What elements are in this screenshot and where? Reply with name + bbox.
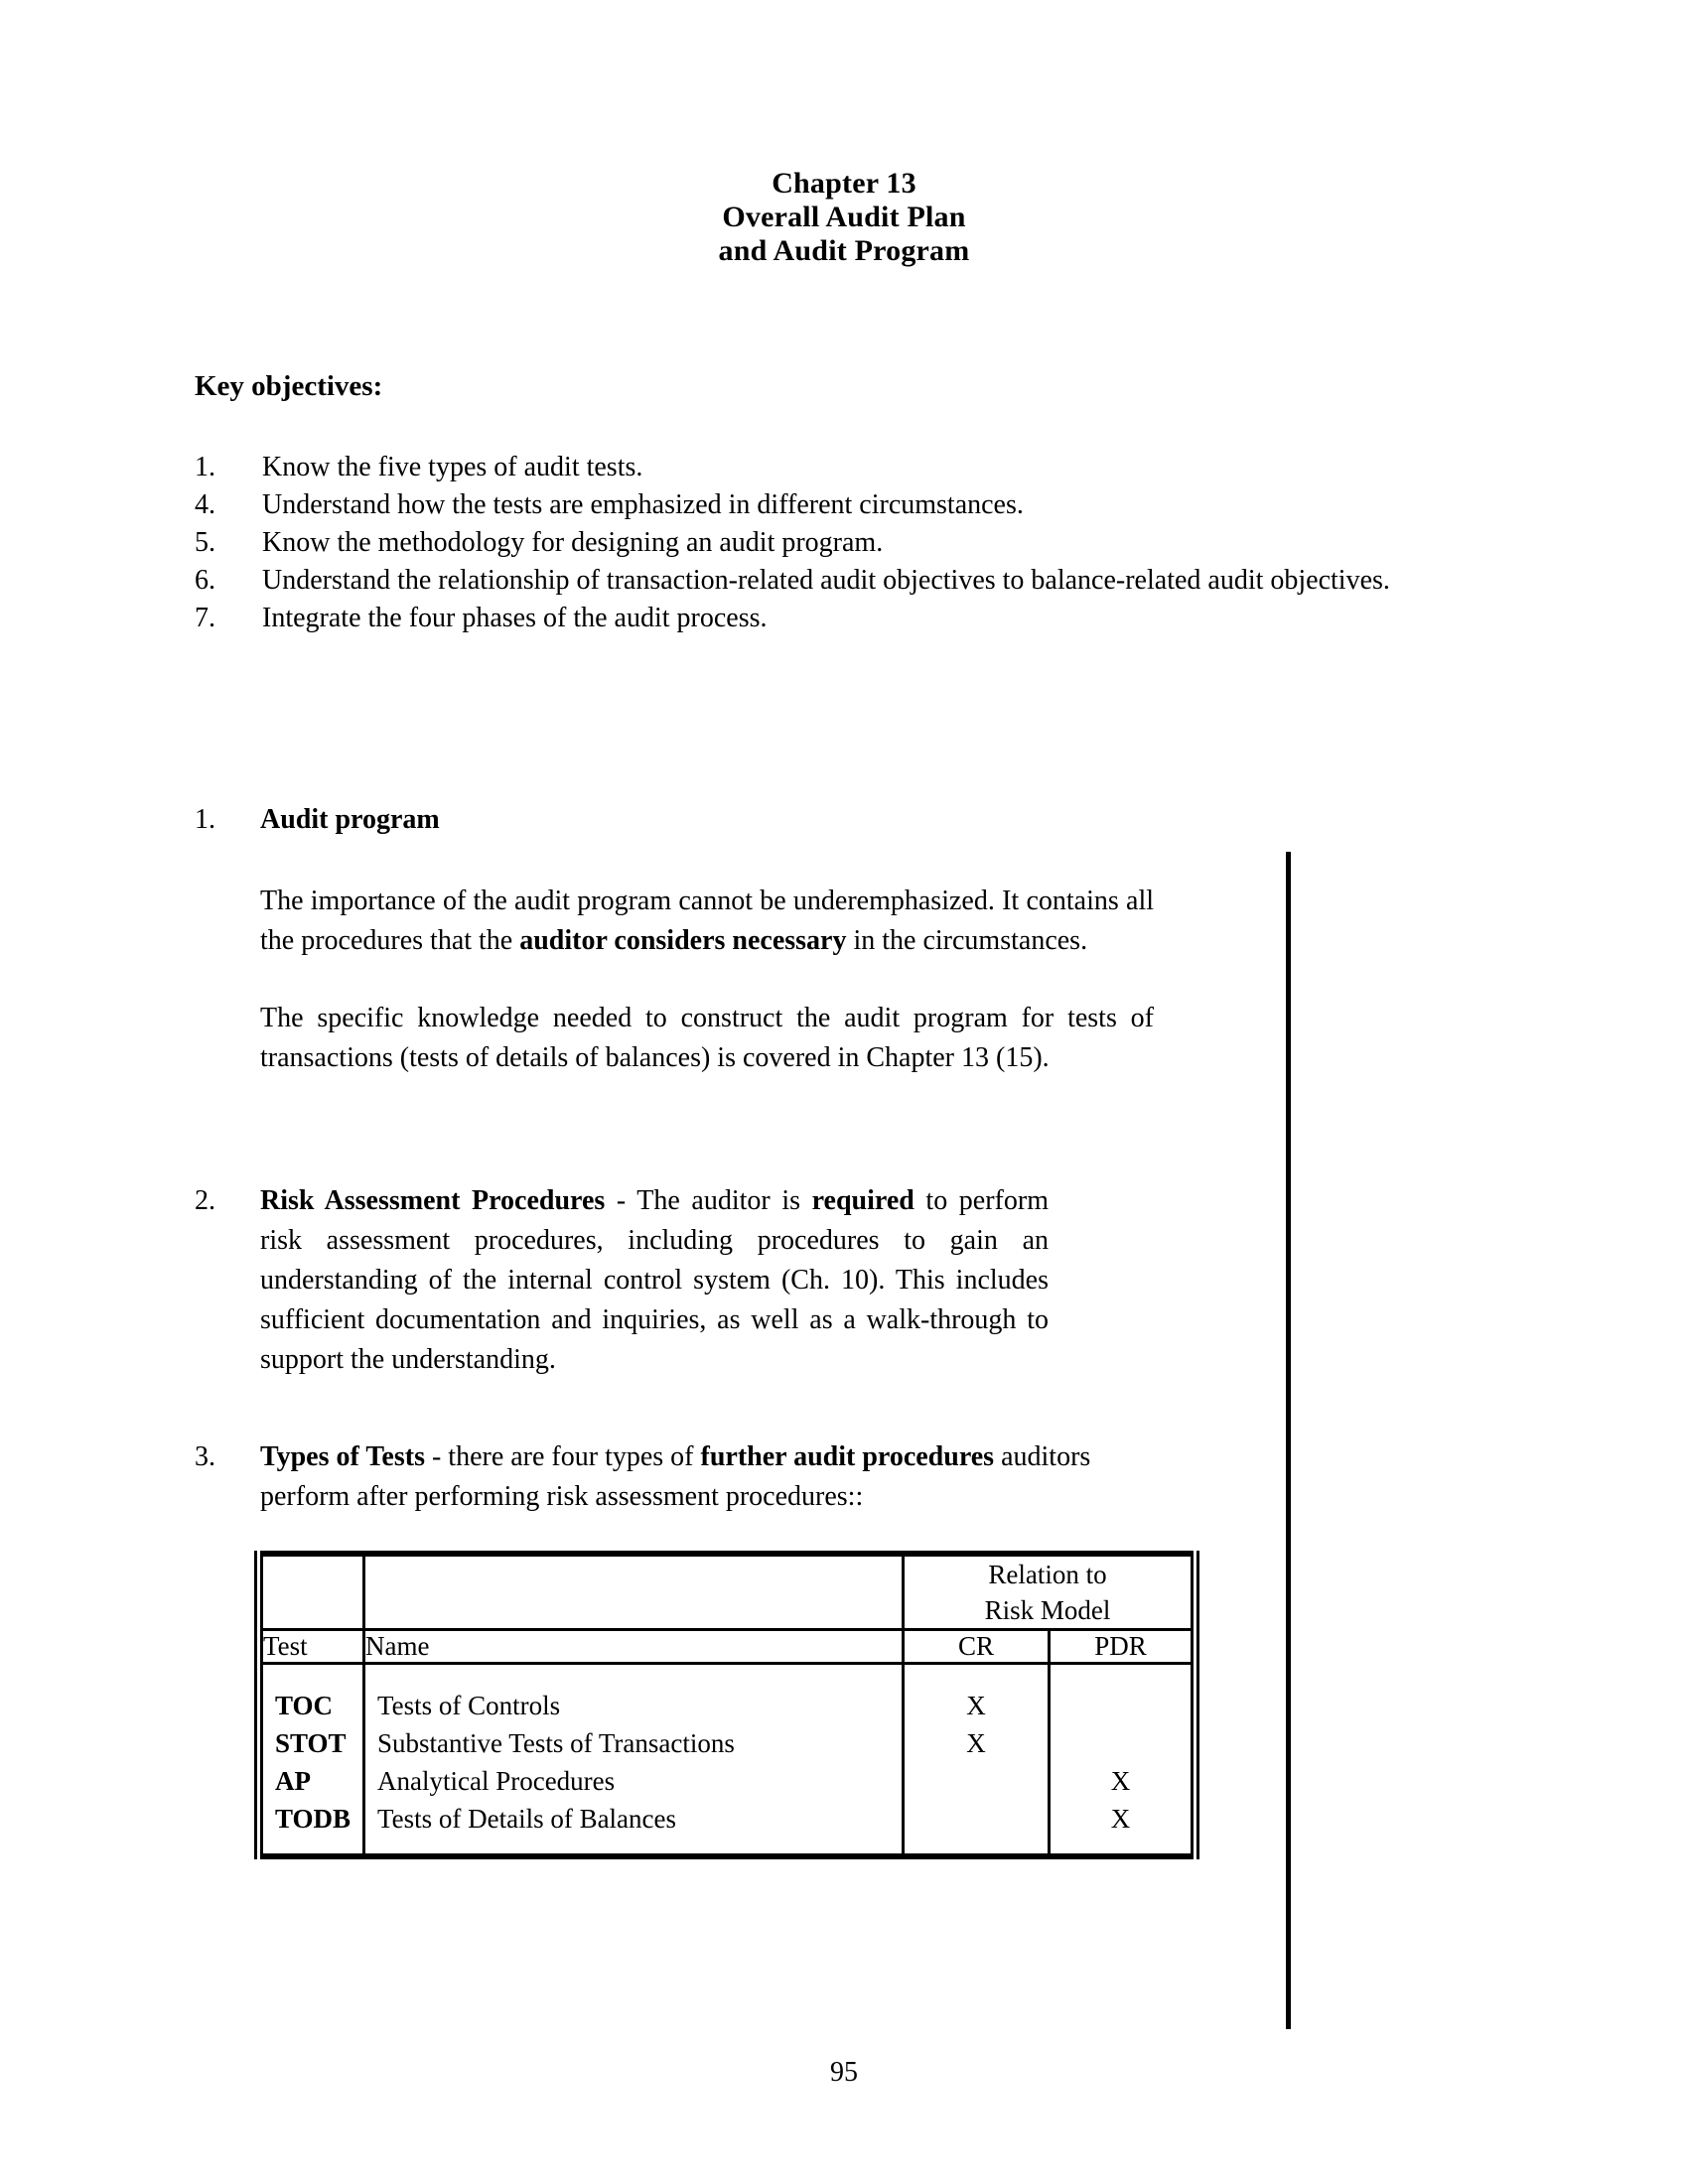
list-item-number: 5. xyxy=(195,527,215,558)
list-item-label: Know the methodology for designing an audit program. xyxy=(262,527,884,558)
paragraph-emphasis: auditor considers necessary xyxy=(519,925,847,956)
paragraph-text-b: to perform risk assessment procedures, including procedures to gain an understanding of the internal control system (Ch. 10). This includes sufficient documentation and inquiries, as well as a walk-through to support the understanding. xyxy=(260,1185,1049,1375)
relation-header-line-2: Risk Model xyxy=(984,1595,1111,1625)
header-cell-blank-test xyxy=(259,1554,364,1630)
list-item xyxy=(195,486,1456,524)
paragraph-text-b: auditors perform after performing risk assessment procedures:: xyxy=(260,1441,1091,1512)
header-cell-blank-name xyxy=(364,1554,904,1630)
table-row: Substantive Tests of Transactions xyxy=(377,1728,735,1758)
list-item-number: 6. xyxy=(195,565,215,596)
header-cell-cr: CR xyxy=(904,1630,1050,1664)
header-cell-name: Name xyxy=(364,1630,904,1664)
header-cell-pdr: PDR xyxy=(1050,1630,1196,1664)
title-line-2: Overall Audit Plan xyxy=(722,201,966,233)
cr-mark: X xyxy=(966,1728,986,1758)
header-cell-test: Test xyxy=(259,1630,364,1664)
section-audit-program xyxy=(195,800,1197,1078)
paragraph-emphasis: further audit procedures xyxy=(700,1441,995,1472)
revision-change-bar xyxy=(1286,852,1291,2029)
pdr-mark: X xyxy=(1110,1766,1131,1796)
list-item-label: Understand the relationship of transaction-related audit objectives to balance-related audit objectives. xyxy=(262,565,1390,596)
section-heading: Types of Tests xyxy=(260,1441,425,1472)
page-number: 95 xyxy=(830,2057,858,2088)
table-row: Tests of Details of Balances xyxy=(377,1804,677,1834)
list-item xyxy=(195,449,1456,486)
section-number: 2. xyxy=(195,1185,215,1216)
list-item-label: Understand how the tests are emphasized in different circumstances. xyxy=(262,489,1024,520)
key-objectives-heading: Key objectives: xyxy=(195,370,383,402)
section-heading: Risk Assessment Procedures xyxy=(260,1185,606,1216)
list-item-number: 4. xyxy=(195,489,215,520)
paragraph-emphasis: required xyxy=(811,1185,914,1216)
body-cell-pdr-marks xyxy=(1050,1664,1196,1857)
list-item-number: 1. xyxy=(195,452,215,482)
section-paragraph-2: The specific knowledge needed to construct the audit program for tests of transactions (tests of details of balances) is covered in Chapter 13 (15). xyxy=(260,1003,1154,1073)
table-header-row-group xyxy=(259,1554,1196,1630)
table-row: Analytical Procedures xyxy=(377,1766,616,1796)
list-item xyxy=(195,524,1456,562)
paragraph-text-a: - there are four types of xyxy=(424,1441,701,1472)
paragraph-text-a: - The auditor is xyxy=(605,1185,812,1216)
cr-mark xyxy=(905,1762,1048,1800)
table-row: STOT xyxy=(275,1728,347,1758)
pdr-mark xyxy=(1051,1687,1191,1724)
body-cell-cr-marks xyxy=(904,1664,1050,1857)
cr-mark: X xyxy=(966,1691,986,1720)
types-of-tests-table xyxy=(254,1551,1199,1859)
cr-mark xyxy=(905,1800,1048,1838)
paragraph-text-a: The importance of the audit program cannot be underemphasized. It contains all the procedures that the xyxy=(260,886,1154,956)
key-objectives-list xyxy=(195,449,1456,637)
relation-header-line-1: Relation to xyxy=(988,1560,1107,1589)
table-header-row xyxy=(259,1630,1196,1664)
pdr-mark: X xyxy=(1110,1804,1131,1834)
section-paragraph xyxy=(260,1181,1049,1380)
body-cell-test-abbreviations xyxy=(259,1664,364,1857)
table-row: TODB xyxy=(275,1804,352,1834)
title-line-3: and Audit Program xyxy=(718,234,970,267)
section-heading: Audit program xyxy=(260,804,440,835)
list-item-label: Integrate the four phases of the audit process. xyxy=(262,603,768,633)
list-item xyxy=(195,600,1456,637)
body-cell-test-names xyxy=(364,1664,904,1857)
section-risk-assessment-procedures xyxy=(195,1181,1049,1380)
page-title xyxy=(0,167,1688,268)
section-paragraph xyxy=(260,1437,1118,1517)
header-cell-relation-to-risk-model xyxy=(904,1554,1196,1630)
table-row: TOC xyxy=(275,1691,334,1720)
list-item-number: 7. xyxy=(195,603,215,633)
table-row: Tests of Controls xyxy=(377,1691,561,1720)
list-item xyxy=(195,562,1456,600)
section-number: 1. xyxy=(195,804,215,835)
title-line-1: Chapter 13 xyxy=(772,167,916,200)
types-of-tests-table-wrapper xyxy=(254,1551,1199,1859)
section-paragraph-1 xyxy=(260,882,1154,961)
section-number: 3. xyxy=(195,1441,215,1472)
pdr-mark xyxy=(1051,1724,1191,1762)
table-body-row xyxy=(259,1664,1196,1857)
section-types-of-tests xyxy=(195,1437,1118,1517)
list-item-label: Know the five types of audit tests. xyxy=(262,452,643,482)
paragraph-text-b: in the circumstances. xyxy=(846,925,1088,956)
table-row: AP xyxy=(275,1766,311,1796)
